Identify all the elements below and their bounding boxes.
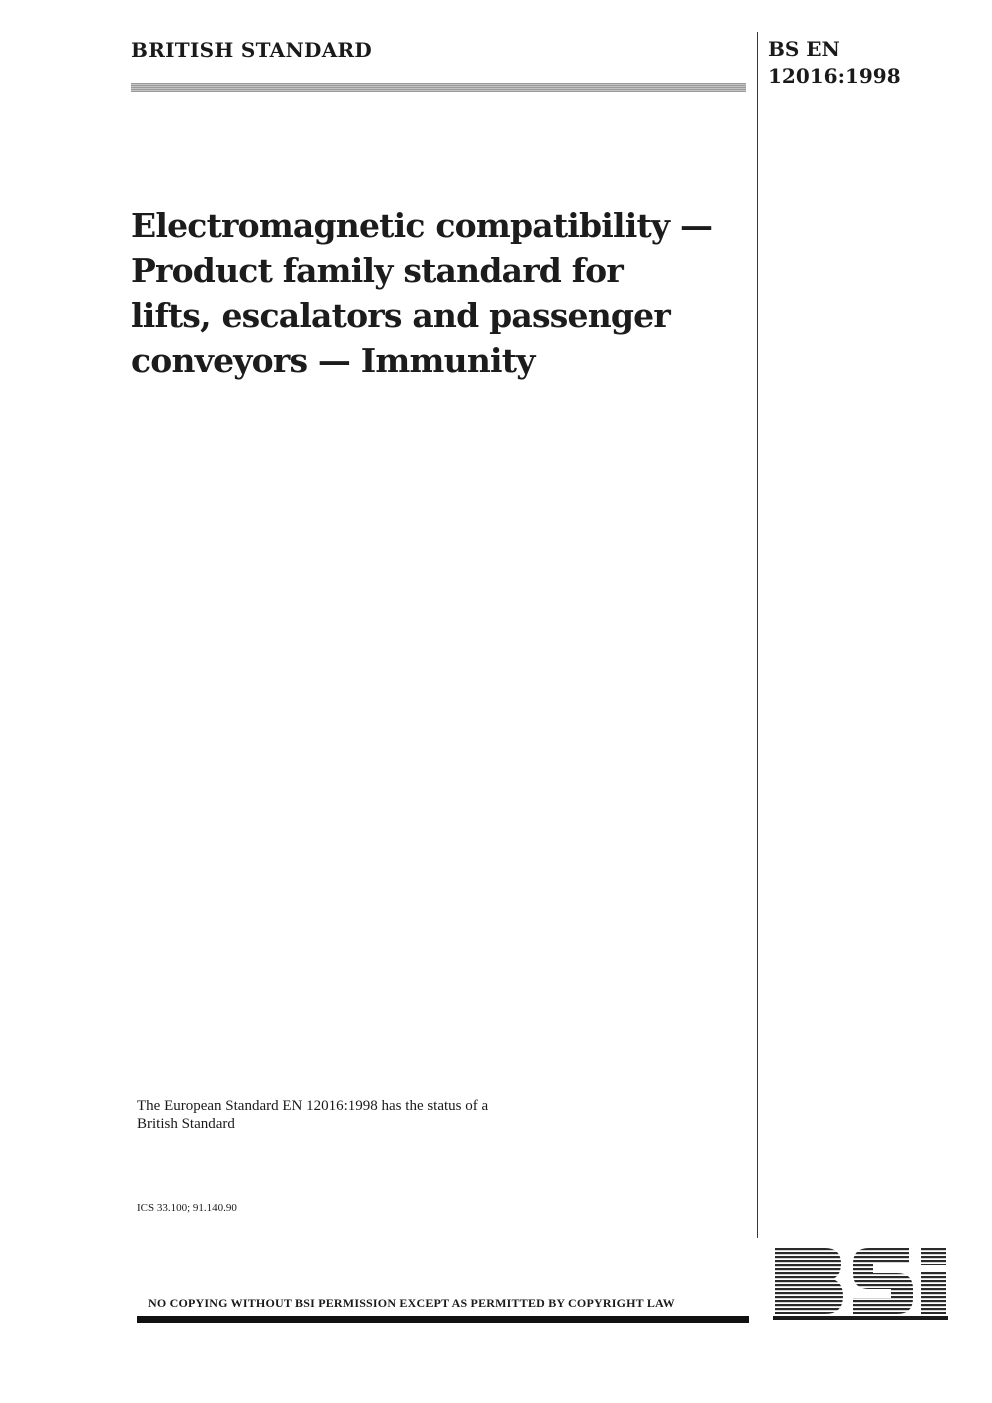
copyright-notice: NO COPYING WITHOUT BSI PERMISSION EXCEPT AS PERMITTED BY COPYRIGHT LAW bbox=[148, 1296, 675, 1310]
title-line-2: Product family standard for bbox=[131, 251, 623, 290]
document-number-line-1: BS EN bbox=[768, 37, 840, 61]
document-number bbox=[768, 36, 901, 90]
title-line-1: Electromagnetic compatibility — bbox=[131, 206, 713, 245]
status-line-2: British Standard bbox=[137, 1116, 235, 1132]
document-title bbox=[131, 203, 741, 383]
footer-rule bbox=[137, 1316, 749, 1323]
status-statement bbox=[137, 1097, 617, 1133]
title-line-4: conveyors — Immunity bbox=[131, 341, 535, 380]
bsi-logo bbox=[773, 1240, 948, 1322]
document-number-line-2: 12016:1998 bbox=[768, 64, 901, 88]
ics-code: ICS 33.100; 91.140.90 bbox=[137, 1202, 237, 1214]
standard-type-label: BRITISH STANDARD bbox=[131, 38, 373, 62]
header-rule bbox=[131, 83, 746, 92]
vertical-divider bbox=[757, 32, 758, 1238]
title-line-3: lifts, escalators and passenger bbox=[131, 296, 670, 335]
status-line-1: The European Standard EN 12016:1998 has the status of a bbox=[137, 1098, 489, 1114]
